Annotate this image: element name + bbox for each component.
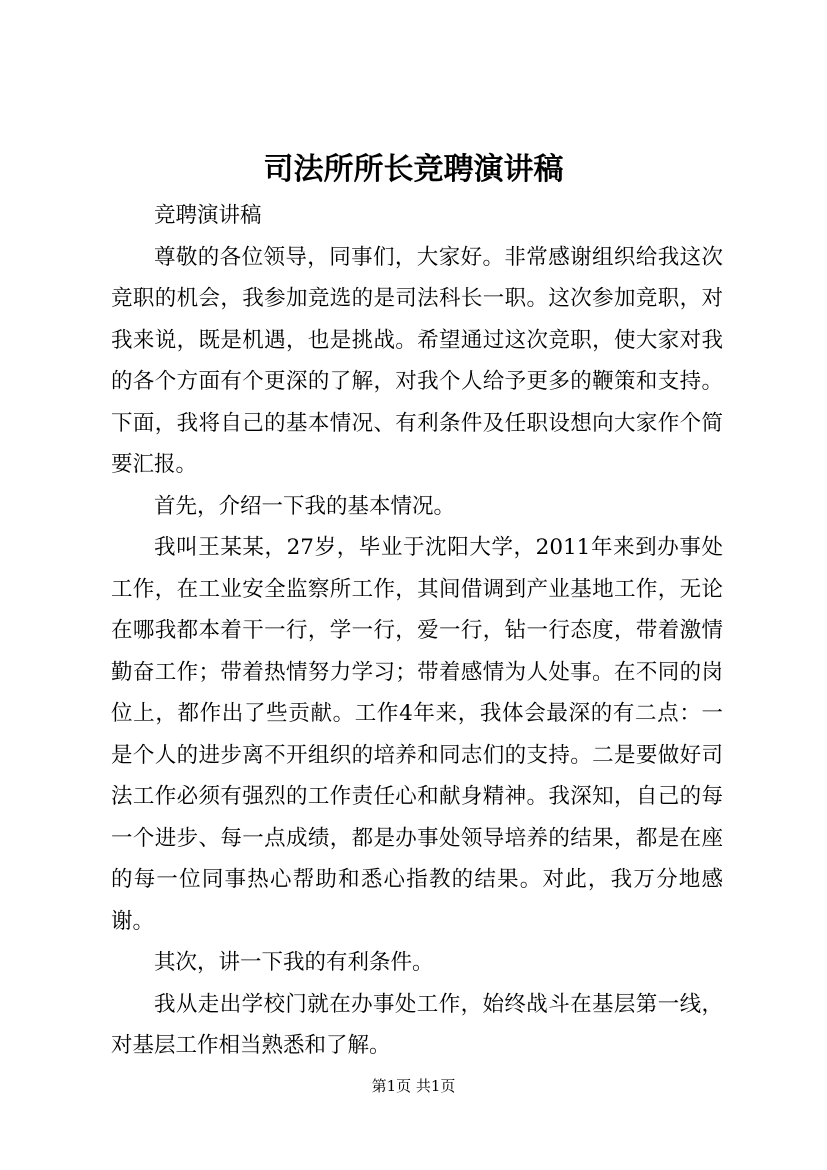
paragraph: 我从走出学校门就在办事处工作，始终战斗在基层第一线，对基层工作相当熟悉和了解。 [111,991,723,1058]
paragraph: 竞聘演讲稿 [154,203,262,228]
paragraph: 尊敬的各位领导，同事们，大家好。非常感谢组织给我这次竞职的机会，我参加竞选的是司法科长一职。这次参加竞职，对我来说，既是机遇，也是挑战。希望通过这次竞职，使大家对我的各个方面有个更深的了解，对我个人给予更多的鞭策和支持。下面，我将自己的基本情况、有利条件及任职设想向大家作个简要汇报。 [111,244,723,477]
document-title: 司法所所长竞聘演讲稿 [263,152,564,187]
paragraph: 首先，介绍一下我的基本情况。 [154,493,456,519]
paragraph: 其次，讲一下我的有利条件。 [154,950,434,975]
paragraph: 我叫王某某，27岁，毕业于沈阳大学，2011年来到办事处工作，在工业安全监察所工作，其间借调到产业基地工作，无论在哪我都本着干一行，学一行，爱一行，钻一行态度，带着激情勤奋工作；带着热情努力学习；带着感情为人处事。在不同的岗位上，都作出了些贡献。工作4年来，我体会最深的有二点：一是个人的进步离不开组织的培养和同志们的支持。二是要做好司法工作必须有强烈的工作责任心和献身精神。我深知，自己的每一个进步、每一点成绩，都是办事处领导培养的结果，都是在座的每一位同事热心帮助和悉心指教的结果。对此，我万分地感谢。 [111,535,723,934]
document-body [111,195,723,1067]
page-number-footer: 第1页 共1页 [371,1077,456,1095]
